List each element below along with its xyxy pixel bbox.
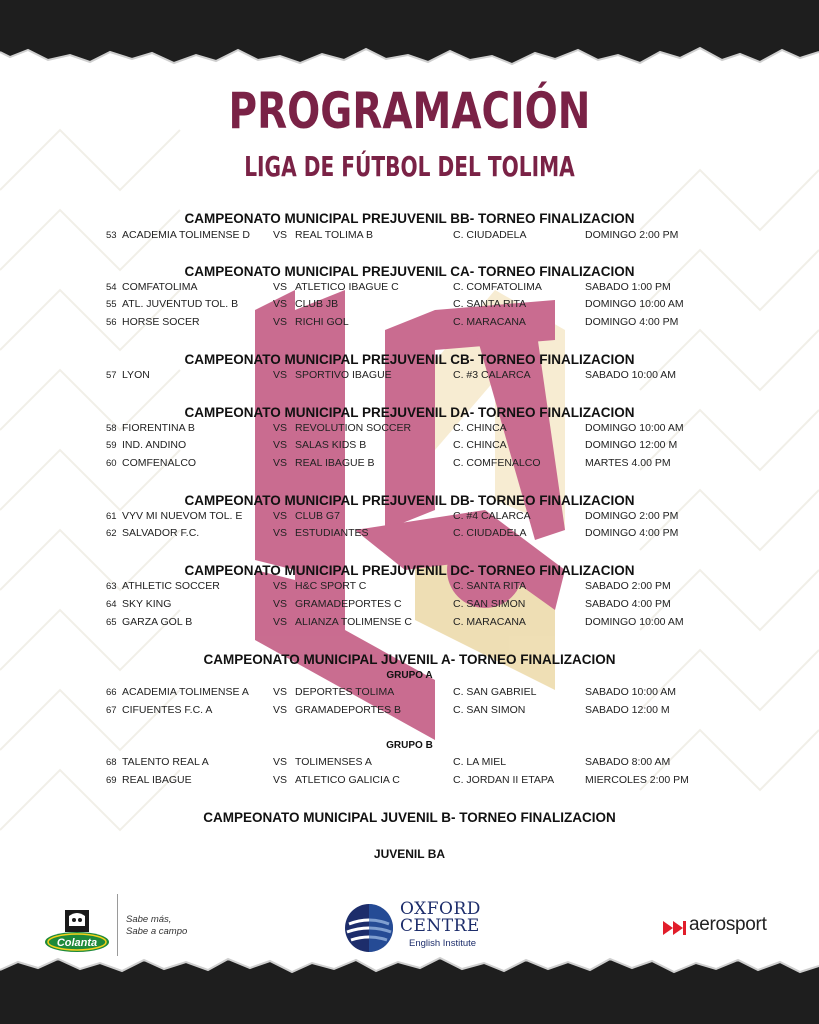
home-team: COMFATOLIMA: [122, 281, 198, 293]
home-team: ATHLETIC SOCCER: [122, 580, 220, 592]
oxford-line1: OXFORD: [400, 899, 481, 919]
away-team: TOLIMENSES A: [295, 756, 372, 768]
venue: C. SAN SIMON: [453, 598, 526, 610]
away-team: REAL IBAGUE B: [295, 457, 375, 469]
match-time: MIERCOLES 2:00 PM: [585, 774, 689, 786]
venue: C. MARACANA: [453, 316, 526, 328]
oxford-name: [400, 901, 481, 935]
match-number: 67: [106, 705, 117, 716]
match-number: 58: [106, 423, 117, 434]
home-team: TALENTO REAL A: [122, 756, 209, 768]
home-team: GARZA GOL B: [122, 616, 193, 628]
vs-label: VS: [273, 281, 288, 293]
match-time: DOMINGO 12:00 M: [585, 439, 678, 451]
venue: C. LA MIEL: [453, 756, 507, 768]
vs-label: VS: [273, 774, 288, 786]
away-team: CLUB JB: [295, 298, 339, 310]
match-time: SABADO 10:00 AM: [585, 369, 677, 381]
match-number: 57: [106, 370, 117, 381]
match-row: [0, 369, 819, 385]
vs-label: VS: [273, 527, 288, 539]
colanta-logo: [45, 900, 115, 958]
match-number: 55: [106, 299, 117, 310]
section-title: CAMPEONATO MUNICIPAL PREJUVENIL BB- TORNEO FINALIZACION: [184, 211, 635, 226]
match-time: DOMINGO 2:00 PM: [585, 229, 679, 241]
group-label: JUVENIL BA: [373, 847, 446, 861]
vs-label: VS: [273, 580, 288, 592]
oxford-subtitle: English Institute: [409, 938, 477, 949]
match-time: SABADO 10:00 AM: [585, 686, 677, 698]
home-team: SKY KING: [122, 598, 172, 610]
match-row: [0, 527, 819, 543]
group-label: GRUPO B: [386, 740, 433, 751]
match-row: [0, 439, 819, 455]
vs-label: VS: [273, 457, 288, 469]
away-team: ATLETICO GALICIA C: [295, 774, 400, 786]
venue: C. COMFENALCO: [453, 457, 541, 469]
match-time: DOMINGO 4:00 PM: [585, 527, 679, 539]
double-play-icon: [663, 921, 687, 935]
venue: C. COMFATOLIMA: [453, 281, 542, 293]
home-team: IND. ANDINO: [122, 439, 187, 451]
colanta-slogan: [126, 914, 187, 938]
venue: C. SAN SIMON: [453, 704, 526, 716]
vs-label: VS: [273, 686, 288, 698]
match-row: [0, 686, 819, 702]
vs-label: VS: [273, 616, 288, 628]
section-title: CAMPEONATO MUNICIPAL PREJUVENIL CB- TORNEO FINALIZACION: [184, 352, 635, 367]
match-row: [0, 616, 819, 632]
away-team: ATLETICO IBAGUE C: [295, 281, 399, 293]
vs-label: VS: [273, 298, 288, 310]
venue: C. CHINCA: [453, 422, 507, 434]
venue: C. SAN GABRIEL: [453, 686, 537, 698]
match-number: 64: [106, 599, 117, 610]
vs-label: VS: [273, 510, 288, 522]
match-number: 68: [106, 757, 117, 768]
venue: C. MARACANA: [453, 616, 526, 628]
vs-label: VS: [273, 229, 288, 241]
oxford-line2: CENTRE: [400, 916, 480, 936]
match-time: DOMINGO 10:00 AM: [585, 298, 684, 310]
venue: C. #4 CALARCA: [453, 510, 531, 522]
home-team: HORSE SOCER: [122, 316, 200, 328]
match-time: SABADO 4:00 PM: [585, 598, 671, 610]
vs-label: VS: [273, 756, 288, 768]
section-title: CAMPEONATO MUNICIPAL PREJUVENIL DC- TORNEO FINALIZACION: [184, 563, 635, 578]
away-team: SALAS KIDS B: [295, 439, 367, 451]
match-number: 69: [106, 775, 117, 786]
venue: C. #3 CALARCA: [453, 369, 531, 381]
torn-paper-bottom: [0, 954, 819, 1024]
aerosport-wordmark: aerosport: [689, 914, 767, 935]
page-subtitle: LIGA DE FÚTBOL DEL TOLIMA: [244, 150, 575, 183]
vs-label: VS: [273, 369, 288, 381]
match-number: 63: [106, 581, 117, 592]
home-team: CIFUENTES F.C. A: [122, 704, 213, 716]
vs-label: VS: [273, 439, 288, 451]
home-team: COMFENALCO: [122, 457, 197, 469]
match-row: [0, 510, 819, 526]
away-team: RICHI GOL: [295, 316, 349, 328]
vs-label: VS: [273, 704, 288, 716]
away-team: CLUB G7: [295, 510, 340, 522]
away-team: GRAMADEPORTES C: [295, 598, 402, 610]
match-time: DOMINGO 10:00 AM: [585, 616, 684, 628]
match-number: 61: [106, 511, 117, 522]
section-title: CAMPEONATO MUNICIPAL JUVENIL B- TORNEO FINALIZACION: [203, 810, 616, 825]
match-number: 56: [106, 317, 117, 328]
home-team: VYV MI NUEVOM TOL. E: [122, 510, 243, 522]
colanta-divider: [117, 894, 118, 956]
home-team: REAL IBAGUE: [122, 774, 192, 786]
away-team: ALIANZA TOLIMENSE C: [295, 616, 412, 628]
away-team: H&C SPORT C: [295, 580, 367, 592]
venue: C. JORDAN II ETAPA: [453, 774, 555, 786]
home-team: ACADEMIA TOLIMENSE D: [122, 229, 250, 241]
home-team: ATL. JUVENTUD TOL. B: [122, 298, 239, 310]
match-row: [0, 316, 819, 332]
match-time: SABADO 2:00 PM: [585, 580, 671, 592]
match-time: MARTES 4.00 PM: [585, 457, 671, 469]
vs-label: VS: [273, 422, 288, 434]
match-number: 65: [106, 617, 117, 628]
vs-label: VS: [273, 598, 288, 610]
colanta-slogan-line1: Sabe más,: [126, 914, 172, 925]
match-number: 62: [106, 528, 117, 539]
home-team: ACADEMIA TOLIMENSE A: [122, 686, 249, 698]
colanta-slogan-line2: Sabe a campo: [126, 926, 188, 937]
sponsor-bar: [0, 890, 819, 960]
venue: C. CHINCA: [453, 439, 507, 451]
match-number: 60: [106, 458, 117, 469]
section-title: CAMPEONATO MUNICIPAL PREJUVENIL CA- TORNEO FINALIZACION: [184, 264, 635, 279]
away-team: SPORTIVO IBAGUE: [295, 369, 392, 381]
page-title: PROGRAMACIÓN: [228, 82, 591, 140]
away-team: REAL TOLIMA B: [295, 229, 374, 241]
match-number: 53: [106, 230, 117, 241]
match-row: [0, 229, 819, 245]
match-row: [0, 298, 819, 314]
venue: C. CIUDADELA: [453, 527, 527, 539]
match-time: SABADO 8:00 AM: [585, 756, 671, 768]
colanta-wordmark: Colanta: [56, 937, 98, 949]
match-number: 66: [106, 687, 117, 698]
away-team: DEPORTES TOLIMA: [295, 686, 395, 698]
match-row: [0, 756, 819, 772]
venue: C. CIUDADELA: [453, 229, 527, 241]
match-row: [0, 704, 819, 720]
match-number: 59: [106, 440, 117, 451]
away-team: ESTUDIANTES: [295, 527, 369, 539]
match-time: SABADO 12:00 M: [585, 704, 670, 716]
match-number: 54: [106, 282, 117, 293]
match-time: DOMINGO 2:00 PM: [585, 510, 679, 522]
match-row: [0, 580, 819, 596]
section-title: CAMPEONATO MUNICIPAL JUVENIL A- TORNEO FINALIZACION: [203, 652, 616, 667]
match-row: [0, 598, 819, 614]
match-time: DOMINGO 10:00 AM: [585, 422, 684, 434]
match-row: [0, 422, 819, 438]
away-team: REVOLUTION SOCCER: [295, 422, 412, 434]
section-title: CAMPEONATO MUNICIPAL PREJUVENIL DA- TORNEO FINALIZACION: [184, 405, 635, 420]
oxford-globe-icon: [343, 902, 395, 954]
venue: C. SANTA RITA: [453, 580, 527, 592]
section-title: CAMPEONATO MUNICIPAL PREJUVENIL DB- TORNEO FINALIZACION: [184, 493, 635, 508]
oxford-logo: [343, 898, 493, 958]
vs-label: VS: [273, 316, 288, 328]
match-row: [0, 774, 819, 790]
group-label: GRUPO A: [386, 670, 433, 681]
venue: C. SANTA RITA: [453, 298, 527, 310]
home-team: FIORENTINA B: [122, 422, 195, 434]
home-team: LYON: [122, 369, 150, 381]
aerosport-logo: [663, 915, 793, 939]
match-row: [0, 457, 819, 473]
match-time: DOMINGO 4:00 PM: [585, 316, 679, 328]
home-team: SALVADOR F.C.: [122, 527, 200, 539]
away-team: GRAMADEPORTES B: [295, 704, 401, 716]
match-time: SABADO 1:00 PM: [585, 281, 671, 293]
match-row: [0, 281, 819, 297]
